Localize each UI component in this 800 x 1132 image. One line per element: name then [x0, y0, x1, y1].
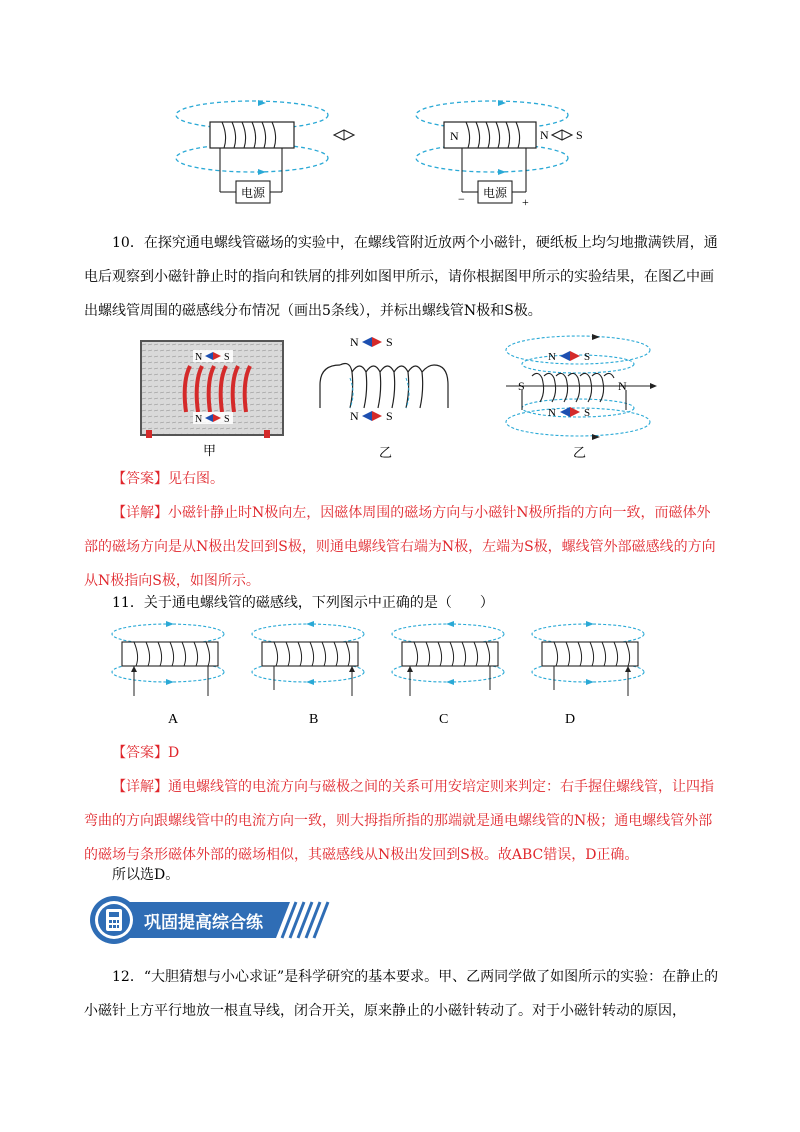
option-d-label: D — [565, 712, 576, 727]
needle-s: S — [576, 128, 583, 142]
needle-n: N — [540, 128, 549, 142]
figure-jia — [140, 340, 284, 436]
needle-s-bottom: S — [386, 409, 393, 423]
figure-yi — [310, 330, 460, 440]
q11-options-figure — [108, 620, 668, 710]
figure-yi-answer-caption: 乙 — [573, 446, 587, 461]
figure-jia-stand — [264, 430, 270, 438]
needle-n-top: N — [195, 352, 203, 363]
option-c-figure — [392, 621, 504, 696]
option-b-figure — [252, 621, 364, 696]
coil-pole-left: S — [518, 379, 525, 393]
needle-n-bottom: N — [350, 409, 359, 423]
needle-s-top: S — [584, 351, 591, 363]
detail-tag: 【详解】 — [112, 779, 168, 795]
figure-jia-caption: 甲 — [203, 444, 217, 459]
q11-detail — [84, 770, 724, 872]
needle-s-top: S — [224, 352, 230, 363]
option-a-figure — [112, 621, 224, 696]
question-10: 10．在探究通电螺线管磁场的实验中，在螺线管附近放两个小磁针，硬纸板上均匀地撒满铁屑，通电后观察到小磁针静止时的指向和铁屑的排列如图甲所示，请你根据图甲所示的实验结果，在图乙中画出螺线管周围的磁感线分布情况（画出5条线），并标出螺线管N极和S极。 — [84, 235, 718, 319]
section-title: 巩固提高综合练 — [144, 913, 263, 933]
answer-tag: 【答案】 — [112, 745, 168, 761]
needle-s-bottom: S — [224, 414, 230, 425]
question-11: 11．关于通电螺线管的磁感线，下列图示中正确的是（ ） — [112, 595, 494, 611]
option-a-label: A — [168, 712, 179, 727]
answer-text: D — [168, 745, 180, 761]
top-figure-left — [170, 88, 370, 218]
plus-sign: + — [522, 195, 529, 209]
calculator-icon — [106, 909, 122, 931]
answer-tag: 【答案】 — [112, 471, 168, 487]
option-b-label: B — [309, 712, 319, 727]
detail-text: 小磁针静止时N极向左，因磁体周围的磁场方向与小磁针N极所指的方向一致，而磁体外部的磁场方向是从N极出发回到S极，则通电螺线管右端为N极，左端为S极，螺线管外部磁感线的方向从N极指向S极，如图所示。 — [84, 505, 716, 589]
needle-s-top: S — [386, 335, 393, 349]
needle-n-top: N — [548, 351, 556, 363]
option-d-figure — [532, 621, 644, 696]
section-banner — [90, 890, 340, 950]
power-label: 电源 — [240, 186, 266, 200]
detail-tag: 【详解】 — [112, 505, 168, 521]
coil-pole-right: N — [618, 379, 627, 393]
q10-answer — [84, 462, 724, 496]
option-c-label: C — [439, 712, 449, 727]
q11-answer — [84, 736, 724, 770]
q10-detail — [84, 496, 724, 598]
figure-yi-caption: 乙 — [379, 446, 393, 461]
figure-jia-stand — [146, 430, 152, 438]
q11-conclusion: 所以选D。 — [112, 867, 180, 883]
minus-sign: − — [458, 192, 465, 206]
question-12: 12．“大胆猜想与小心求证”是科学研究的基本要求。甲、乙两同学做了如图所示的实验：在静止的小磁针上方平行地放一根直导线，闭合开关，原来静止的小磁针转动了。对于小磁针转动的原因， — [84, 969, 719, 1019]
power-label: 电源 — [482, 186, 508, 200]
coil-pole-left: N — [450, 129, 459, 143]
needle-n-bottom: N — [548, 407, 556, 419]
needle-n-top: N — [350, 335, 359, 349]
iron-filings-photo — [142, 342, 282, 434]
figure-yi-answer — [500, 330, 660, 450]
needle-n-bottom: N — [195, 414, 203, 425]
answer-text: 见右图。 — [168, 471, 224, 487]
needle-s-bottom: S — [584, 407, 591, 419]
detail-text: 通电螺线管的电流方向与磁极之间的关系可用安培定则来判定：右手握住螺线管，让四指弯曲的方向跟螺线管中的电流方向一致，则大拇指所指的那端就是通电螺线管的N极；通电螺线管外部的磁场与条形磁体外部的磁场相似，其磁感线从N极出发回到S极。故ABC错误，D正确。 — [84, 779, 714, 863]
top-figure-right — [410, 88, 630, 218]
